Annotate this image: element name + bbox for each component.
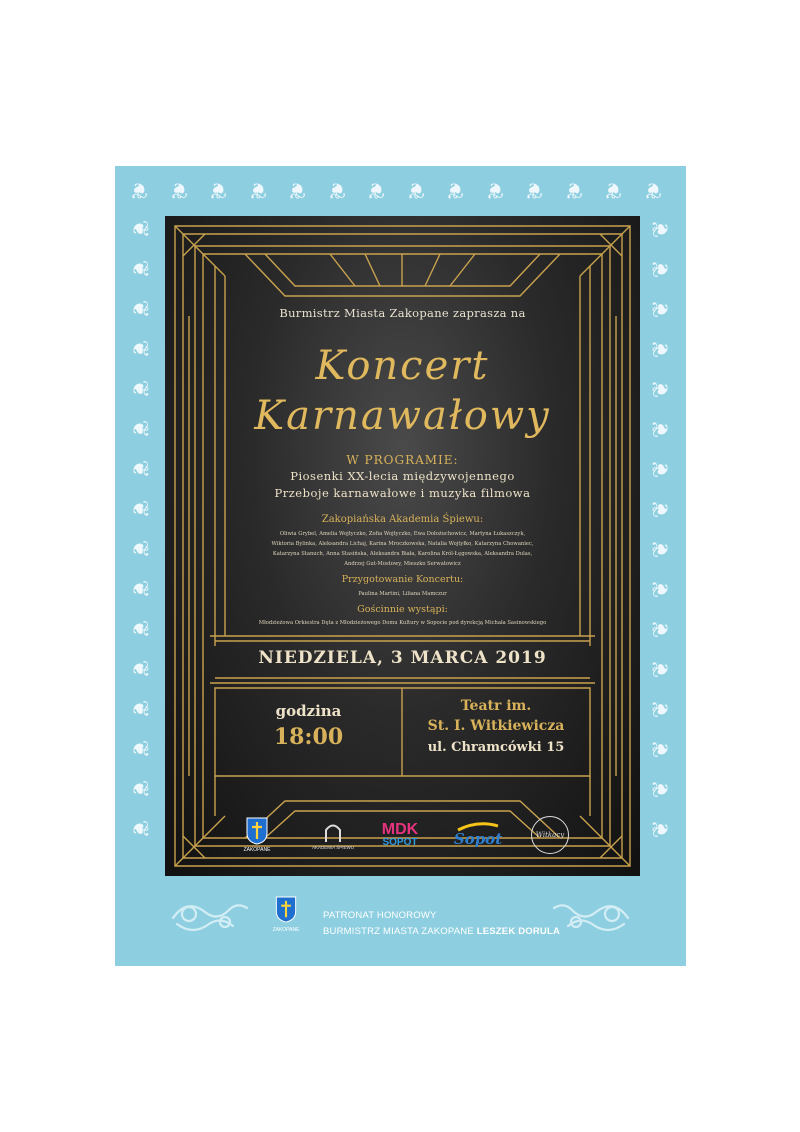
zakopane-crest-icon bbox=[246, 817, 268, 845]
ornament-icon: ❦ bbox=[649, 539, 674, 559]
time-box bbox=[215, 696, 402, 766]
guests-text: Młodzieżowa Orkiestra Dęta z Młodzieżowego Domu Kultury w Sopocie pod dyrekcją Michała Sasinowskiego bbox=[258, 620, 547, 626]
akademia-arch-icon bbox=[323, 821, 343, 843]
patronat-block bbox=[323, 908, 560, 940]
ornament-icon: ❦ bbox=[406, 177, 425, 202]
ornament-icon: ❦ bbox=[127, 539, 152, 559]
ornament-icon: ❦ bbox=[127, 819, 152, 839]
ornament-icon: ❦ bbox=[649, 499, 674, 519]
venue-line-2: St. I. Witkiewicza bbox=[427, 718, 565, 734]
patronat-name: LESZEK DORULA bbox=[476, 926, 561, 937]
title-line-1: Koncert bbox=[315, 343, 490, 389]
prep-names: Paulina Martini, Liliana Mamczur bbox=[358, 591, 447, 597]
venue-line-3: ul. Chramcówki 15 bbox=[427, 740, 565, 755]
time-value: 18:00 bbox=[273, 724, 344, 750]
concert-poster bbox=[115, 166, 686, 966]
host-line: Burmistrz Miasta Zakopane zaprasza na bbox=[279, 306, 526, 320]
zakopane-logo-label: ZAKOPANE bbox=[243, 847, 271, 853]
program-line-1: Piosenki XX-lecia międzywojennego bbox=[290, 469, 515, 483]
ornament-icon: ❦ bbox=[649, 579, 674, 599]
ornament-icon: ❦ bbox=[603, 177, 623, 202]
guests-heading: Gościnnie wystąpi: bbox=[357, 604, 448, 615]
ornament-icon: ❦ bbox=[649, 699, 674, 719]
academy-member-line: Wiktoria Bylinka, Aleksandra Lichaj, Karina Mroczkowska, Natalia Wojtyłko, Katarzyna Chowaniec, bbox=[271, 541, 534, 547]
ornament-icon: ❦ bbox=[485, 177, 504, 202]
ornament-icon: ❦ bbox=[649, 259, 674, 279]
ornament-icon: ❦ bbox=[649, 459, 674, 479]
ornament-icon: ❦ bbox=[287, 177, 307, 202]
ornament-icon: ❦ bbox=[127, 259, 152, 279]
ornament-icon: ❦ bbox=[169, 177, 188, 202]
akademia-logo bbox=[303, 812, 363, 858]
prep-heading: Przygotowanie Koncertu: bbox=[341, 574, 464, 585]
ornament-icon: ❦ bbox=[127, 579, 152, 599]
ornament-icon: ❦ bbox=[649, 219, 674, 239]
venue-line-1: Teatr im. bbox=[460, 698, 532, 714]
ornament-icon: ❦ bbox=[127, 739, 152, 759]
ornament-icon: ❦ bbox=[127, 299, 152, 319]
sopot-logo bbox=[448, 812, 508, 858]
ornament-icon: ❦ bbox=[127, 379, 152, 399]
right-flourish-icon bbox=[548, 894, 634, 938]
ornament-icon: ❦ bbox=[127, 459, 152, 479]
academy-member-line: Katarzyna Stanuch, Anna Stasińska, Aleksandra Biała, Karolina Król-Łęgowska, Aleksandra Dulas, bbox=[272, 551, 533, 557]
footer-zakopane-logo bbox=[272, 896, 300, 933]
ornament-icon: ❦ bbox=[127, 659, 152, 679]
ornament-icon: ❦ bbox=[248, 177, 267, 202]
title-line-2: Karnawałowy bbox=[254, 393, 551, 439]
left-flourish-icon bbox=[167, 894, 253, 938]
ornament-icon: ❦ bbox=[524, 177, 544, 202]
event-date: NIEDZIELA, 3 MARCA 2019 bbox=[258, 648, 547, 668]
ornament-icon: ❦ bbox=[127, 219, 152, 239]
time-label: godzina bbox=[275, 702, 342, 720]
ornament-icon: ❦ bbox=[127, 619, 152, 639]
ornament-icon: ❦ bbox=[649, 819, 674, 839]
akademia-logo-label: AKADEMIA ŚPIEWU bbox=[311, 844, 354, 850]
ornament-icon: ❦ bbox=[643, 177, 662, 202]
program-heading: W PROGRAMIE: bbox=[346, 453, 459, 467]
art-deco-panel bbox=[165, 216, 640, 876]
ornament-icon: ❦ bbox=[127, 339, 152, 359]
academy-member-line: Andrzej Gut-Mostowy, Mieszko Serwatowicz bbox=[344, 561, 461, 567]
mdk-sopot-logo bbox=[370, 812, 430, 858]
patronat-heading: PATRONAT HONOROWY bbox=[323, 910, 437, 921]
ornament-icon: ❦ bbox=[649, 299, 674, 319]
program-line-2: Przeboje karnawałowe i muzyka filmowa bbox=[274, 486, 531, 500]
zakopane-logo bbox=[237, 812, 277, 858]
ornament-icon: ❦ bbox=[127, 419, 152, 439]
ornament-icon: ❦ bbox=[327, 177, 346, 202]
ornament-icon: ❦ bbox=[649, 779, 674, 799]
ornament-icon: ❦ bbox=[208, 177, 228, 202]
ornament-icon: ❦ bbox=[649, 339, 674, 359]
ornament-icon: ❦ bbox=[649, 659, 674, 679]
footer-crest-icon bbox=[275, 896, 297, 923]
venue-box bbox=[402, 696, 590, 766]
witkacy-logo-label: Witkacy bbox=[535, 831, 565, 839]
ornament-icon: ❦ bbox=[445, 177, 465, 202]
mdk-logo-top: MDK bbox=[381, 821, 419, 838]
ornament-icon: ❦ bbox=[127, 499, 152, 519]
academy-member-line: Oliwia Grybel, Amelia Wojtyczko, Zofia Wojtyczko, Ewa Dołożuchowicz, Martyna Łukaszczyk, bbox=[279, 531, 526, 537]
footer-crest-label: ZAKOPANE bbox=[272, 927, 300, 933]
ornament-icon: ❦ bbox=[366, 177, 386, 202]
academy-heading: Zakopiańska Akademia Śpiewu: bbox=[321, 514, 484, 525]
ornament-icon: ❦ bbox=[127, 699, 152, 719]
patronat-role: BURMISTRZ MIASTA ZAKOPANE bbox=[323, 926, 474, 937]
ornament-icon: ❦ bbox=[649, 379, 674, 399]
ornament-icon: ❦ bbox=[649, 619, 674, 639]
ornament-icon: ❦ bbox=[127, 779, 152, 799]
ornament-icon: ❦ bbox=[649, 739, 674, 759]
ornament-icon: ❦ bbox=[564, 177, 583, 202]
sopot-logo-label: Sopot bbox=[453, 830, 503, 848]
ornament-icon: ❦ bbox=[129, 177, 149, 202]
witkacy-theatre-logo bbox=[527, 812, 573, 858]
mdk-logo-bottom: SOPOT bbox=[382, 837, 418, 848]
ornament-icon: ❦ bbox=[649, 419, 674, 439]
